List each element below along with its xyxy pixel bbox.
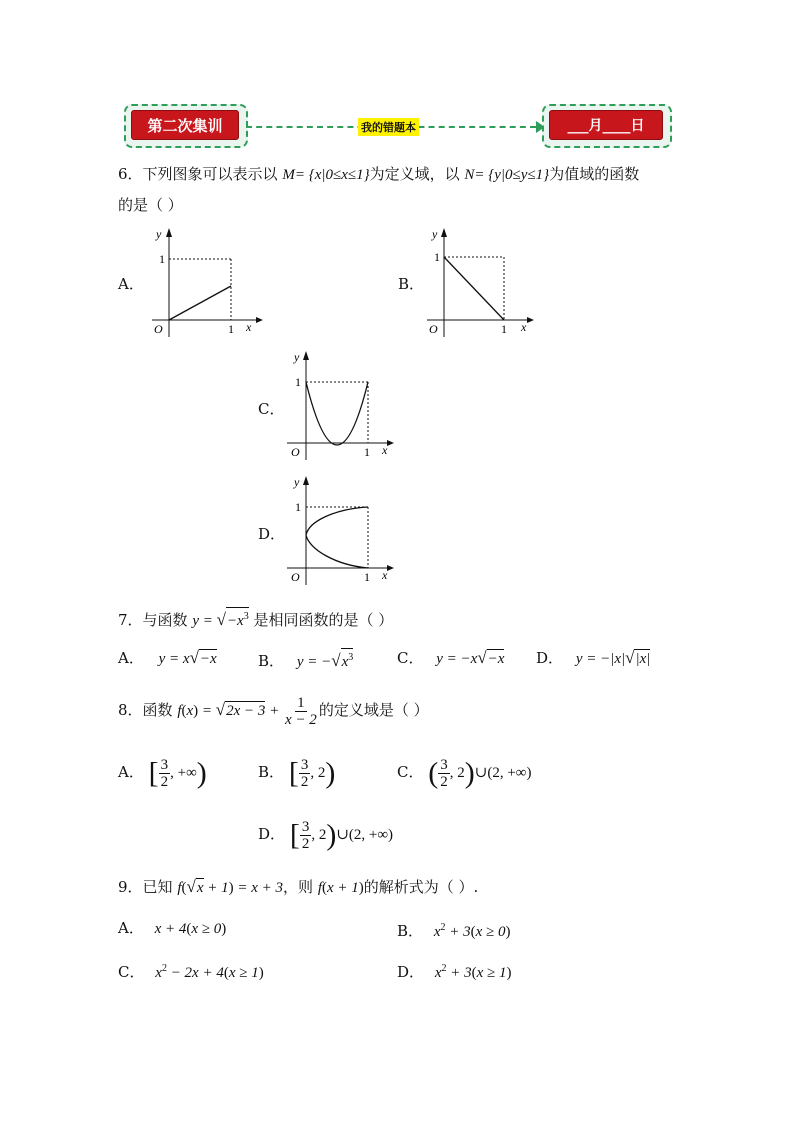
q8-option-b: B． [ $\frac{3}{2}$ , 2) <box>258 756 336 791</box>
header-middle-label: 我的错题本 <box>358 118 419 136</box>
graph-c-x-one: 1 <box>364 445 370 459</box>
graph-a-x-label: x <box>246 320 252 334</box>
graph-d-origin: O <box>291 570 300 584</box>
q8-option-d: D． [ $\frac{3}{2}$ , 2)∪(2, +∞) <box>258 818 394 853</box>
q7-stem: 7．与函数 $y = √-x^3$ 是相同函数的是（ ） <box>118 607 393 631</box>
graph-a-y-one: 1 <box>159 252 165 266</box>
graph-c-x-label: x <box>382 443 388 457</box>
graph-d-y-one: 1 <box>295 500 301 514</box>
q7-function: $y = √-x^3$ <box>192 613 248 629</box>
q6-graph-a <box>148 225 263 340</box>
q6-option-c-label: C． <box>258 400 285 418</box>
graph-b-origin: O <box>429 322 438 336</box>
graph-d-x-one: 1 <box>364 570 370 584</box>
header-right-label: ___月____日 <box>549 110 663 140</box>
graph-c-y-label: y <box>294 350 300 364</box>
q9-option-c: C． $x^2 - 2x + 4(x \ge 1)$ <box>118 963 264 981</box>
q9-stem: 9．已知 f(√x + 1) = x + 3，则 f(x + 1)的解析式为（ ）. <box>118 877 479 896</box>
q7-option-a: A． y = x√−x <box>118 648 217 667</box>
graph-b-y-label: y <box>432 227 438 241</box>
q7-option-d: D． y = −|x|√|x| <box>536 648 651 667</box>
graph-a-origin: O <box>154 322 163 336</box>
graph-d-y-label: y <box>294 475 300 489</box>
graph-a-y-label: y <box>156 227 162 241</box>
q6-option-b-label: B． <box>398 275 425 293</box>
q6-stem-line2: 的是（ ） <box>118 196 183 214</box>
q6-option-a-label: A． <box>118 275 144 293</box>
q9-option-d: D． $x^2 + 3(x \ge 1)$ <box>397 963 512 981</box>
q6-graph-c <box>285 348 400 463</box>
graph-c-origin: O <box>291 445 300 459</box>
graph-b-x-label: x <box>521 320 527 334</box>
graph-d-x-label: x <box>382 568 388 582</box>
q9-given: f(√x + 1) = x + 3 <box>177 877 284 896</box>
q8-stem: 8．函数 f(x) = √2x − 3 + $\frac{1}{x - 2}$ 的定义域是（ ） <box>118 695 429 729</box>
q9-option-a: A． x + 4(x ≥ 0) <box>118 919 227 937</box>
graph-b-y-one: 1 <box>434 250 440 264</box>
q8-option-c: C． ( $\frac{3}{2}$ , 2)∪(2, +∞) <box>397 756 532 791</box>
q6-graph-d <box>285 473 400 588</box>
graph-b-x-one: 1 <box>501 322 507 336</box>
q7-option-b: B． $y = -√x^3$ <box>258 648 353 672</box>
q6-stem-line1: 6．下列图象可以表示以 M= {x|0≤x≤1}为定义域，以 N= {y|0≤y≤1}为值域的函数 <box>118 165 640 183</box>
q9-target: f(x + 1) <box>317 880 364 896</box>
q8-function: f(x) = √2x − 3 + $\frac{1}{x - 2}$ <box>177 695 317 729</box>
header-left-label: 第二次集训 <box>131 110 239 140</box>
q9-option-b: B． $x^2 + 3(x \ge 0)$ <box>397 922 511 940</box>
q8-option-a: A． [ $\frac{3}{2}$ , +∞) <box>118 756 207 791</box>
q6-option-d-label: D． <box>258 525 286 543</box>
q6-graph-b <box>423 225 538 340</box>
graph-c-y-one: 1 <box>295 375 301 389</box>
graph-a-x-one: 1 <box>228 322 234 336</box>
q7-option-c: C． y = −x√−x <box>397 648 505 667</box>
